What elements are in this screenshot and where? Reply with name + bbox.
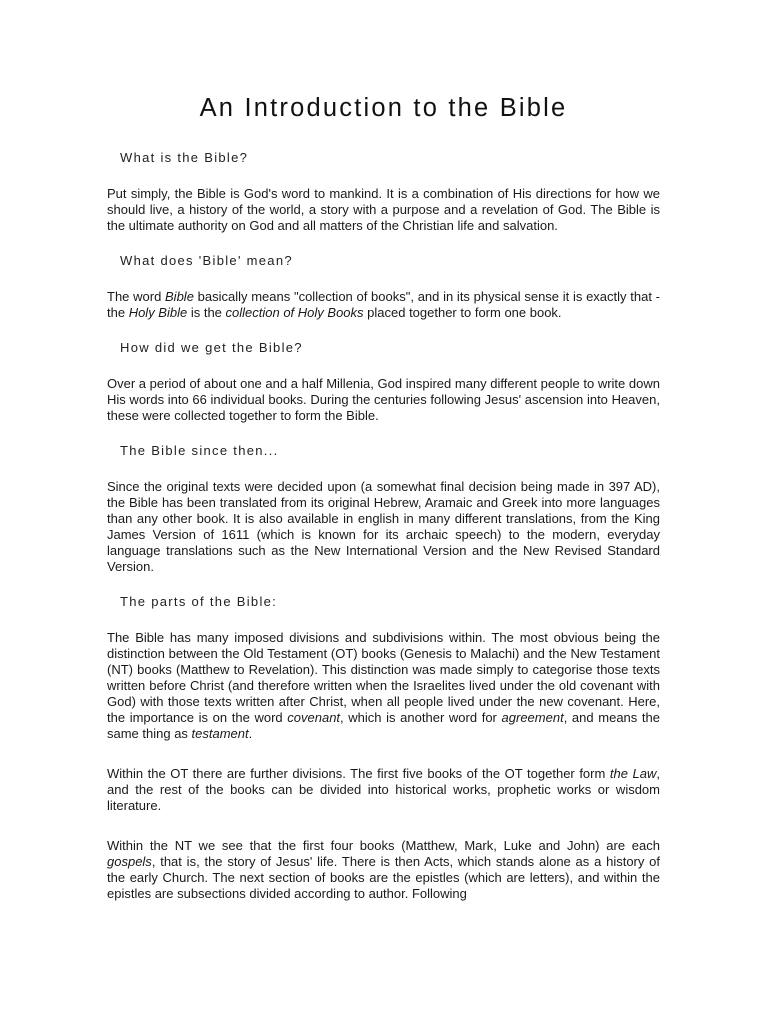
- emphasized-term: testament: [191, 726, 249, 741]
- body-paragraph: Within the OT there are further divisions. The first five books of the OT together form the Law, and the rest of the books can be divided into historical works, prophetic works or wisdom literature.: [107, 766, 660, 813]
- section-heading: What does 'Bible' mean?: [120, 253, 293, 268]
- body-paragraph: Within the NT we see that the first four books (Matthew, Mark, Luke and John) are each gospels, that is, the story of Jesus' life. There is then Acts, which stands alone as a history of the early Church. The next section of books are the epistles (which are letters), and within the epistles are subsections divided according to author. Following: [107, 838, 660, 901]
- body-paragraph: The word Bible basically means "collection of books", and in its physical sense it is exactly that - the Holy Bible is the collection of Holy Books placed together to form one book.: [107, 289, 660, 320]
- section-heading: The parts of the Bible:: [120, 594, 278, 609]
- section-heading: What is the Bible?: [120, 150, 249, 165]
- emphasized-term: the Law: [609, 766, 657, 781]
- document-body: [107, 150, 660, 902]
- body-paragraph: Put simply, the Bible is God's word to mankind. It is a combination of His directions for how we should live, a history of the world, a story with a purpose and a revelation of God. The Bible is the ultimate authority on God and all matters of the Christian life and salvation.: [107, 186, 660, 233]
- section-heading: How did we get the Bible?: [120, 340, 303, 355]
- emphasized-term: gospels: [107, 854, 152, 869]
- body-paragraph: The Bible has many imposed divisions and subdivisions within. The most obvious being the distinction between the Old Testament (OT) books (Genesis to Malachi) and the New Testament (NT) books (Matthew to Revelation). This distinction was made simply to categorise those texts written before Christ (and therefore written when the Israelites lived under the old covenant with God) with those texts written after Christ, when all people lived under the new covenant. Here, the importance is on the word covenant, which is another word for agreement, and means the same thing as testament.: [107, 630, 660, 741]
- body-paragraph: Since the original texts were decided upon (a somewhat final decision being made in 397 AD), the Bible has been translated from its original Hebrew, Aramaic and Greek into more languages than any other book. It is also available in english in many different translations, from the King James Version of 1611 (which is known for its archaic speech) to the modern, everyday language translations such as the New International Version and the New Revised Standard Version.: [107, 479, 660, 574]
- page-title: An Introduction to the Bible: [199, 94, 568, 122]
- emphasized-term: Bible: [165, 289, 194, 304]
- emphasized-term: collection of Holy Books: [225, 305, 364, 320]
- section-heading: The Bible since then...: [120, 443, 279, 458]
- body-paragraph: Over a period of about one and a half Millenia, God inspired many different people to write down His words into 66 individual books. During the centuries following Jesus' ascension into Heaven, these were collected together to form the Bible.: [107, 376, 660, 423]
- emphasized-term: Holy Bible: [128, 305, 188, 320]
- emphasized-term: agreement: [501, 710, 564, 725]
- emphasized-term: covenant: [287, 710, 341, 725]
